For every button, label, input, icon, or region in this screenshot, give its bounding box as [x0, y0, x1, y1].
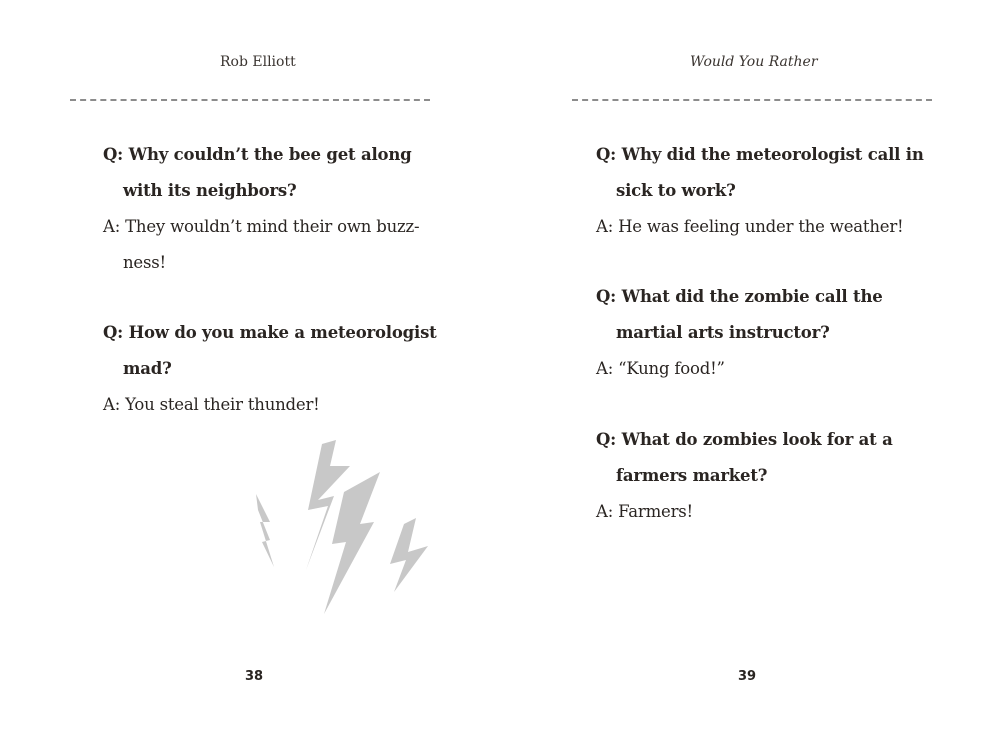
question-line: Q: How do you make a meteorologist: [103, 323, 437, 342]
page-number: 39: [738, 669, 757, 684]
qa-item: [596, 279, 883, 387]
question-line: Q: What did the zombie call the: [596, 287, 883, 306]
page-number: 38: [245, 669, 264, 684]
question-line: farmers market?: [616, 466, 768, 485]
answer-line: ness!: [123, 253, 166, 272]
question-line: with its neighbors?: [123, 181, 297, 200]
dashed-divider: [572, 99, 932, 101]
question-line: Q: What do zombies look for at a: [596, 430, 893, 449]
answer-line: A: “Kung food!”: [596, 359, 725, 378]
right-page: [500, 0, 1000, 750]
lightning-bolts-icon: [248, 432, 448, 622]
question-line: mad?: [123, 359, 172, 378]
running-head-author: Rob Elliott: [220, 54, 296, 70]
qa-item: [103, 137, 419, 281]
qa-item: [596, 422, 893, 530]
question-line: martial arts instructor?: [616, 323, 830, 342]
answer-line: A: You steal their thunder!: [103, 395, 320, 414]
lightning-bolt-right-icon: [390, 518, 428, 592]
dashed-divider: [70, 99, 430, 101]
question-line: Q: Why did the meteorologist call in: [596, 145, 924, 164]
lightning-bolt-small-icon: [256, 494, 274, 567]
lightning-bolt-medium-icon: [324, 472, 380, 614]
running-head-title: Would You Rather: [690, 54, 818, 70]
question-line: sick to work?: [616, 181, 736, 200]
answer-line: A: Farmers!: [596, 502, 693, 521]
question-line: Q: Why couldn’t the bee get along: [103, 145, 412, 164]
answer-line: A: He was feeling under the weather!: [596, 217, 904, 236]
qa-item: [103, 315, 437, 423]
qa-item: [596, 137, 924, 245]
answer-line: A: They wouldn’t mind their own buzz-: [103, 217, 420, 236]
